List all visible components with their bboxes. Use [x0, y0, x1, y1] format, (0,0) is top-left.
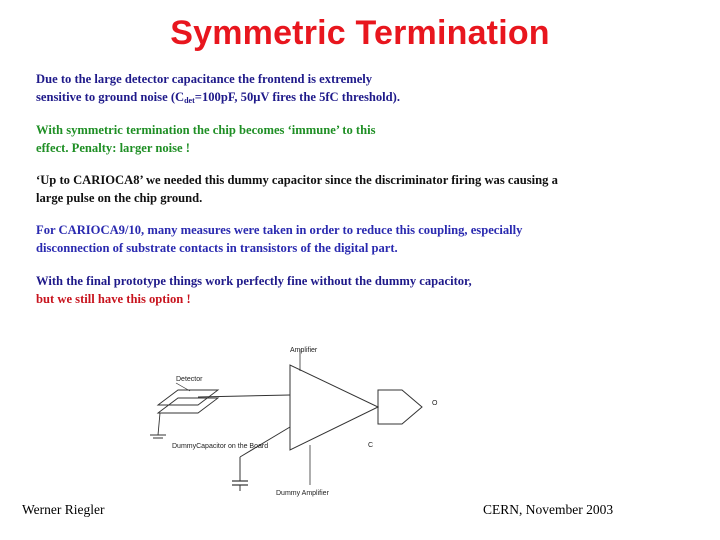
output-label-top: O	[432, 400, 438, 407]
amplifier-triangle	[290, 365, 378, 450]
para3-line2: large pulse on the chip ground.	[36, 191, 203, 205]
paragraph-final-prototype	[36, 272, 676, 308]
footer-author: Werner Riegler	[22, 502, 105, 517]
paragraph-symmetric	[36, 121, 676, 157]
para1-line2-pre: sensitive to ground noise (C	[36, 90, 185, 104]
paragraph-carioca8	[36, 171, 676, 207]
termination-circuit-diagram	[140, 335, 470, 500]
detector-plate-top	[158, 390, 218, 405]
para5-line2: but we still have this option !	[36, 292, 191, 306]
slide-title: Symmetric Termination	[170, 14, 550, 52]
para2-line1: With symmetric termination the chip becomes ‘immune’ to this	[36, 123, 376, 137]
cdet-subscript: det	[184, 96, 195, 105]
para4-line1: For CARIOCA9/10, many measures were taken in order to reduce this coupling, especially	[36, 223, 523, 237]
amplifier-label: Amplifier	[290, 347, 318, 354]
dummy-capacitor-label: DummyCapacitor on the Board	[172, 443, 269, 450]
paragraph-ground-noise	[36, 70, 676, 110]
para1-line1: Due to the large detector capacitance the frontend is extremely	[36, 72, 373, 86]
output-label-bottom: C	[368, 442, 374, 449]
detector-plate-bottom	[158, 398, 218, 413]
para2-line2: effect. Penalty: larger noise !	[36, 141, 190, 155]
paragraph-carioca9-10	[36, 221, 676, 257]
discriminator-block	[378, 390, 422, 424]
para5-line1: With the final prototype things work perfectly fine without the dummy capacitor,	[36, 274, 472, 288]
dummy-amplifier-label: Dummy Amplifier	[276, 490, 329, 497]
para3-line1: ‘Up to CARIOCA8’ we needed this dummy capacitor since the discriminator firing was causing a	[36, 173, 558, 187]
detector-label: Detector	[176, 376, 203, 383]
para1-line2-post: =100pF, 50μV fires the 5fC threshold).	[194, 90, 400, 104]
footer-place-date: CERN, November 2003	[483, 502, 614, 517]
para4-line2: disconnection of substrate contacts in transistors of the digital part.	[36, 241, 398, 255]
